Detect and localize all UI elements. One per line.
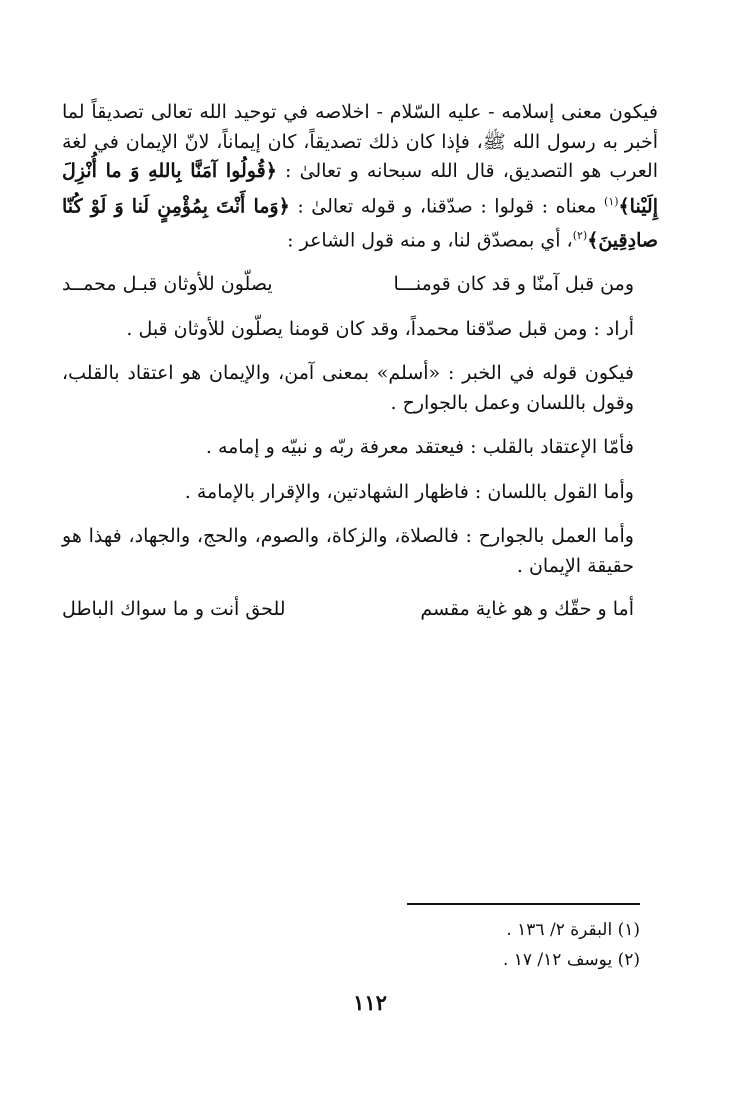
paragraph-2: أراد : ومن قبل صدّقنا محمداً، وقد كان قومنا يصلّون للأوثان قبل .	[126, 317, 634, 340]
footnote-2: (٢) يوسف ١٢/ ١٧ .	[502, 950, 640, 970]
paragraph-3: فيكون قوله في الخبر : «أسلم» بمعنى آمن، والإيمان هو اعتقاد بالقلب، وقول باللسان وعمل بالجوارح .	[62, 362, 634, 414]
poetry-verse-2	[62, 595, 658, 625]
quran-verse-1: ﴿قُولُوا آمَنَّا بِاللهِ وَ ما أُنْزِلَ إِلَيْنا﴾	[62, 160, 659, 217]
poetry-verse-1	[62, 270, 658, 300]
footnotes	[340, 915, 640, 975]
main-text	[62, 98, 658, 625]
footnote-ref-1: (١)	[604, 194, 619, 208]
verse-1-first-hemistich: ومن قبل آمنّا و قد كان قومنـــا	[393, 273, 634, 296]
paragraph-1	[62, 98, 658, 256]
footnote-ref-2: (٢)	[572, 229, 588, 243]
paragraph-4: فأمّا الإعتقاد بالقلب : فيعتقد معرفة ربّه و نبيّه و إمامه .	[205, 436, 634, 459]
p1-text-b: معناه : قولوا : صدّقنا، و قوله تعالىٰ :	[297, 194, 597, 217]
quran-verse-2: ﴿وَما أَنْتَ بِمُؤْمِنٍ لَنا وَ لَوْ كُنّا صادِقِينَ﴾	[62, 194, 658, 252]
verse-2-first-hemistich: أما و حقّك و هو غاية مقسم	[420, 598, 634, 621]
verse-2-second-hemistich: للحق أنت و ما سواك الباطل	[62, 598, 286, 621]
page-number: ١١٢	[353, 990, 387, 1015]
footnote-separator	[407, 903, 640, 905]
p1-text-a: فيكون معنى إسلامه - عليه السّلام - اخلاصه في توحيد الله تعالى تصديقاً لما أخبر به رسول الله ﷺ، فإذا كان ذلك تصديقاً، كان إيماناً، لانّ الإيمان في لغة العرب هو التصديق، قال الله سبحانه و تعالىٰ :	[62, 101, 659, 182]
p1-text-c: ، أي بمصدّق لنا، و منه قول الشاعر :	[287, 229, 573, 252]
paragraph-5: وأما القول باللسان : فاظهار الشهادتين، والإقرار بالإمامة .	[184, 480, 634, 503]
footnote-1: (١) البقرة ٢/ ١٣٦ .	[506, 920, 640, 940]
verse-1-second-hemistich: يصلّون للأوثان قبـل محمــد	[62, 273, 273, 296]
paragraph-6: وأما العمل بالجوارح : فالصلاة، والزكاة، والصوم، والحج، والجهاد، فهذا هو حقيقة الإيمان .	[62, 525, 634, 577]
